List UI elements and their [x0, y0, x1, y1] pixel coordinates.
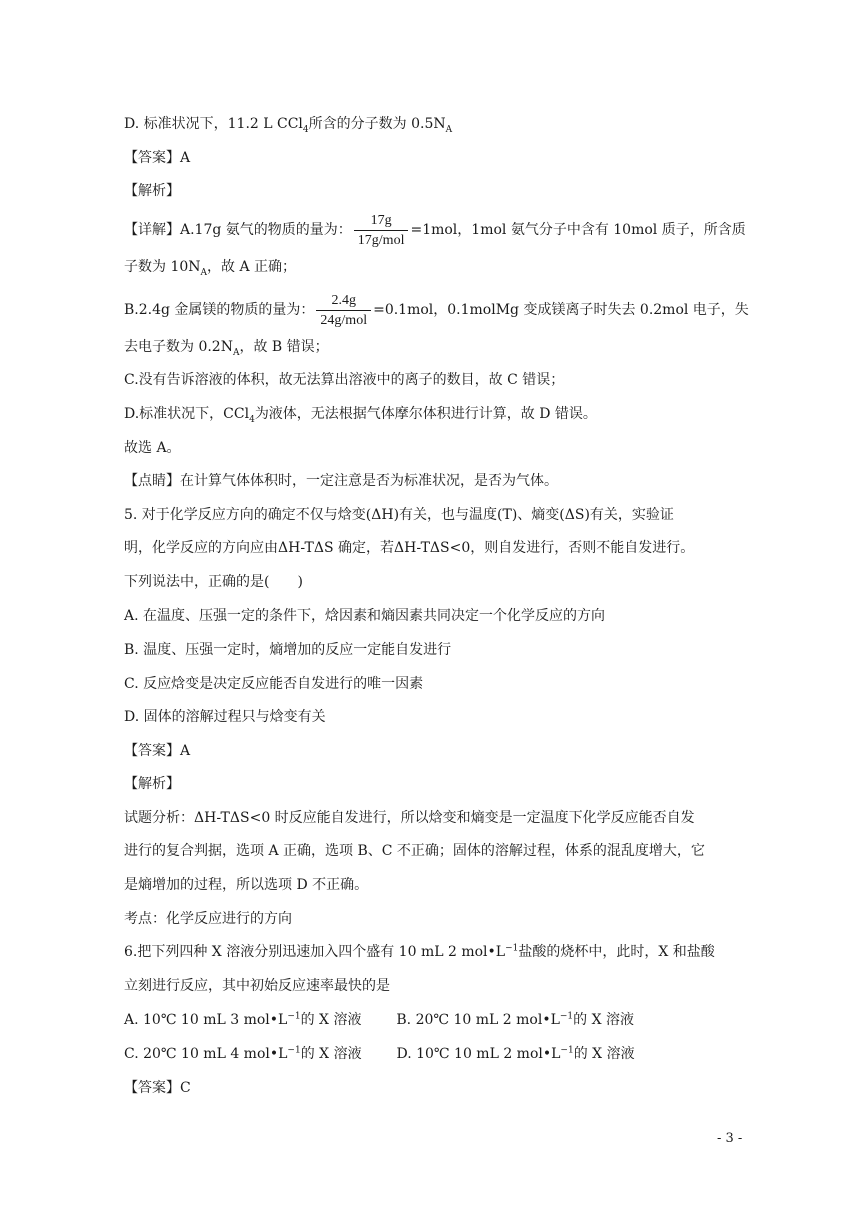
detail-b-line: [124, 290, 749, 330]
analysis-label: 【解析】: [124, 183, 180, 199]
question-5-line-2: 明，化学反应的方向应由ΔH-TΔS 确定，若ΔH-TΔS<0，则自发进行，否则不能自发进行。: [124, 540, 695, 556]
question-6-line-2: 立刻进行反应，其中初始反应速率最快的是: [124, 978, 390, 994]
question-5-line-3: 下列说法中，正确的是( ): [124, 574, 303, 590]
detail-b-line-2: [124, 337, 329, 357]
fraction-denominator: 24g/mol: [320, 312, 368, 328]
text: =0.1mol，0.1molMg 变成镁离子时失去 0.2mol 电子，失: [373, 302, 749, 318]
text: D.标准状况下，CCl: [124, 406, 250, 422]
conclusion-line: 故选 A。: [124, 440, 181, 456]
option-a-text: A. 10℃ 10 mL 3 mol•L: [124, 1012, 288, 1028]
fraction-numerator: 2.4g: [316, 292, 371, 311]
answer-label: 【答案】A: [124, 743, 191, 759]
superscript: −1: [505, 943, 519, 954]
subscript: 4: [249, 414, 255, 425]
superscript: −1: [287, 1045, 301, 1056]
question-6-options-ab: [124, 1010, 634, 1030]
tip-line: 【点睛】在计算气体体积时，一定注意是否为标准状况，是否为气体。: [124, 473, 558, 489]
analysis-label: 【解析】: [124, 776, 180, 792]
analysis-line-1: 试题分析：ΔH-TΔS<0 时反应能自发进行，所以焓变和熵变是一定温度下化学反应能否自发: [124, 810, 695, 826]
question-5-line-1: 5. 对于化学反应方向的确定不仅与焓变(ΔH)有关，也与温度(T)、熵变(ΔS)有关，实验证: [124, 507, 674, 523]
text: 的 X 溶液: [300, 1012, 362, 1028]
fraction-denominator: 17g/mol: [357, 232, 405, 248]
detail-a-line: [124, 210, 746, 250]
text: 的 X 溶液: [573, 1012, 635, 1028]
subscript: A: [445, 124, 453, 135]
text: 【详解】A.17g 氨气的物质的量为：: [124, 222, 352, 238]
analysis-line-3: 是熵增加的过程，所以选项 D 不正确。: [124, 877, 369, 893]
superscript: −1: [287, 1011, 301, 1022]
detail-c-line: C.没有告诉溶液的体积，故无法算出溶液中的离子的数目，故 C 错误；: [124, 372, 565, 388]
question-5-option-a: A. 在温度、压强一定的条件下，焓因素和熵因素共同决定一个化学反应的方向: [124, 608, 606, 624]
text: ，故 A 正确；: [207, 259, 297, 275]
superscript: −1: [559, 1011, 574, 1022]
text: B.2.4g 金属镁的物质的量为：: [124, 302, 315, 318]
text: 的 X 溶液: [573, 1046, 635, 1062]
page-number: - 3 -: [717, 1131, 743, 1146]
exam-point-line: 考点：化学反应进行的方向: [124, 911, 292, 927]
option-c-text: C. 20℃ 10 mL 4 mol•L: [124, 1046, 288, 1062]
subscript: A: [232, 347, 240, 358]
option-b-text: B. 20℃ 10 mL 2 mol•L: [396, 1012, 560, 1028]
superscript: −1: [560, 1045, 574, 1056]
text: =1mol，1mol 氨气分子中含有 10mol 质子，所含质: [410, 222, 746, 238]
text: 子数为 10N: [124, 259, 201, 275]
question-6-options-cd: [124, 1044, 635, 1064]
fraction-numerator: 17g: [354, 212, 409, 231]
answer-label: 【答案】A: [124, 150, 191, 166]
text: 6.把下列四种 X 溶液分别迅速加入四个盛有 10 mL 2 mol•L: [124, 944, 506, 960]
option-d-line: [124, 114, 452, 134]
fraction: [354, 212, 409, 249]
option-d-text: D. 10℃ 10 mL 2 mol•L: [396, 1046, 561, 1062]
text: 去电子数为 0.2N: [124, 339, 233, 355]
answer-label: 【答案】C: [124, 1080, 191, 1096]
text: 为液体，无法根据气体摩尔体积进行计算，故 D 错误。: [254, 406, 597, 422]
detail-d-line: [124, 404, 597, 424]
text: D. 标准状况下，11.2 L CCl: [124, 116, 303, 132]
text: 所含的分子数为 0.5N: [308, 116, 446, 132]
question-5-option-c: C. 反应焓变是决定反应能否自发进行的唯一因素: [124, 676, 424, 692]
detail-a-line-2: [124, 257, 296, 277]
question-6-line-1: [124, 942, 715, 962]
text: ，故 B 错误；: [239, 339, 329, 355]
question-5-option-d: D. 固体的溶解过程只与焓变有关: [124, 709, 326, 725]
subscript: 4: [302, 124, 309, 135]
question-5-option-b: B. 温度、压强一定时，熵增加的反应一定能自发进行: [124, 642, 452, 658]
subscript: A: [200, 267, 208, 278]
text: 的 X 溶液: [300, 1046, 362, 1062]
analysis-line-2: 进行的复合判据，选项 A 正确，选项 B、C 不正确；固体的溶解过程，体系的混乱度增大，它: [124, 843, 705, 859]
fraction: [316, 292, 371, 329]
text: 盐酸的烧杯中，此时，X 和盐酸: [518, 944, 715, 960]
